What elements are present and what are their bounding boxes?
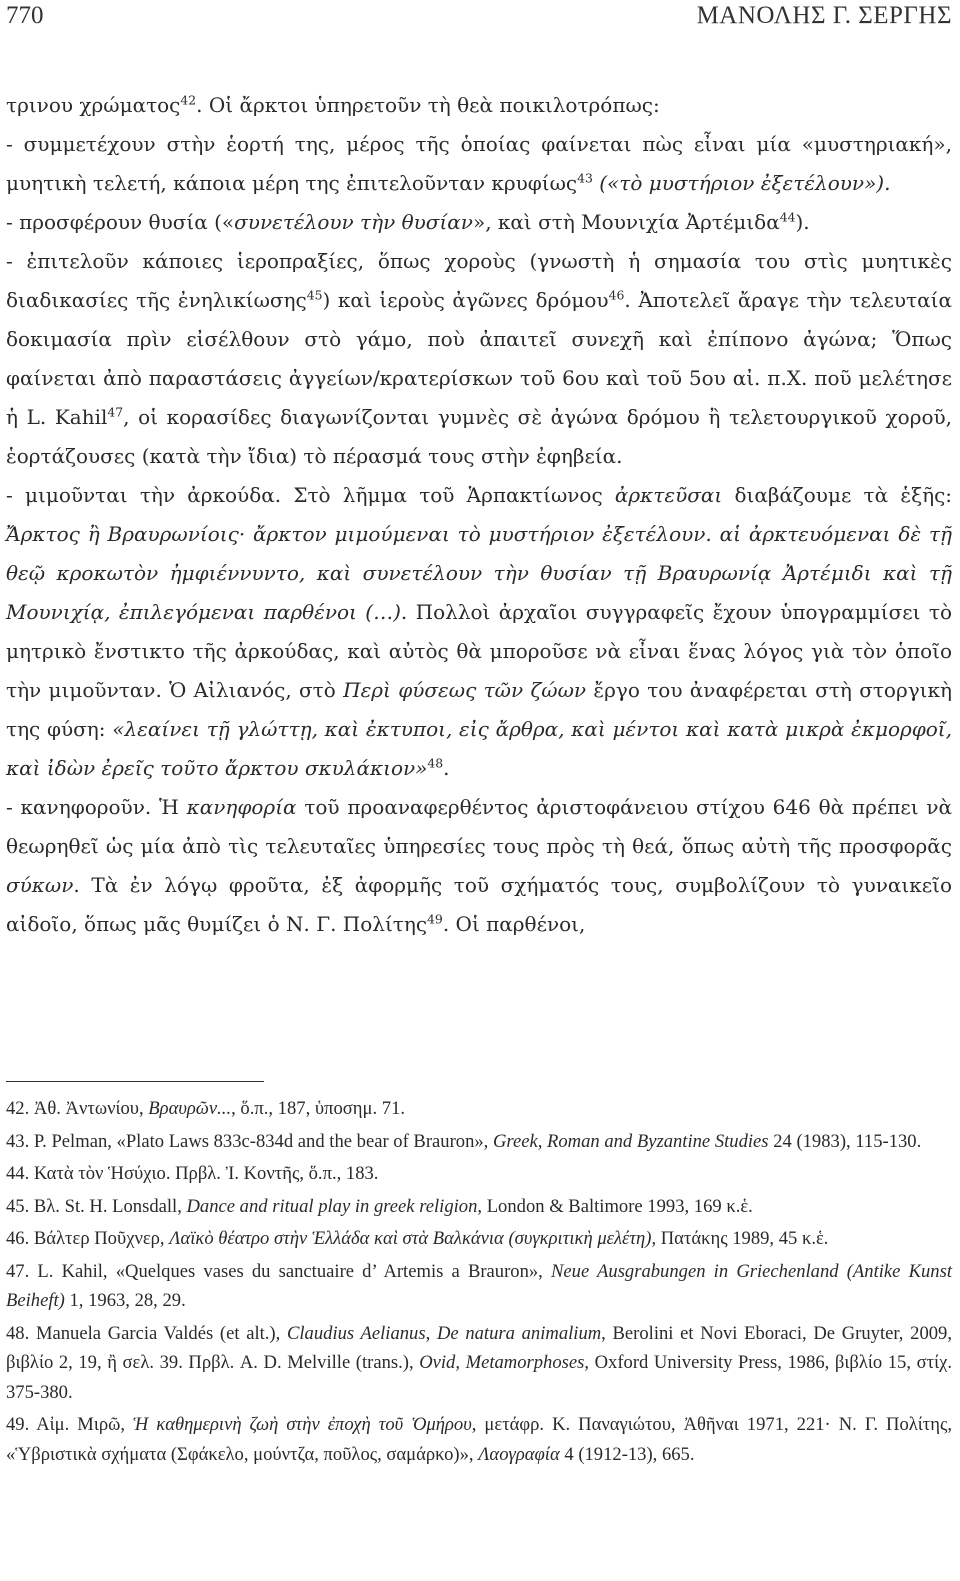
footnotes bbox=[6, 1094, 952, 1472]
text-run: . bbox=[443, 756, 450, 780]
text-run: 24 (1983), 115-130. bbox=[768, 1130, 922, 1152]
text-run: . Οἱ ἄρκτοι ὑπηρετοῦν τὴ θεὰ ποικιλοτρόπως: bbox=[196, 93, 660, 117]
italic-title: De natura animalium bbox=[436, 1322, 602, 1344]
text-run: 47. L. Kahil, «Quelques vases du sanctuaire d’ Artemis a Brauron», bbox=[6, 1260, 551, 1282]
text-run: », καὶ στὴ Μουνιχία Ἀρτέμιδα bbox=[472, 210, 780, 234]
paragraph-1 bbox=[6, 86, 952, 125]
text-run: , Πατάκης 1989, 45 κ.ἑ. bbox=[651, 1228, 829, 1249]
italic-title: Neue Ausgrabungen in Griechenland (Antike Kunst Beiheft) bbox=[6, 1260, 952, 1311]
text-run: 1, 1963, 28, 29. bbox=[64, 1290, 186, 1311]
text-run: 43. P. Pelman, «Plato Laws 833c-834d and the bear of Brauron», bbox=[6, 1130, 493, 1152]
page-header bbox=[6, 2, 952, 42]
text-run: . Ἀποτελεῖ ἄραγε τὴν τελευταία δοκιμασία πρὶν εἰσέλθουν στὸ γάμο, ποὺ ἀπαιτεῖ συνεχῆ καὶ ἐπίπονο ἀγώνα; Ὅπως φαίνεται ἀπὸ παραστάσεις ἀγγείων/κρατερίσκων τοῦ 6ου καὶ τοῦ 5ου αἰ. π.Χ. ποῦ μελέτησε ἡ L. Kahil bbox=[6, 288, 952, 429]
paragraph-5 bbox=[6, 476, 952, 788]
footnote-47 bbox=[6, 1257, 952, 1316]
text-run: τοῦ προαναφερθέντος ἀριστοφάνειου στίχου 646 θὰ πρέπει νὰ θεωρηθεῖ ὡς μία ἀπὸ τὶς τελευταῖες ὑπηρεσίες τους πρὸς τὴ θεά, ὅπως αὐτὴ τῆς προσφορᾶς bbox=[6, 795, 952, 858]
text-run: 45. Βλ. St. H. Lonsdall, bbox=[6, 1195, 187, 1217]
text-run: - μιμοῦνται τὴν ἀρκούδα. Στὸ λῆμμα τοῦ Ἁρπακτίωνος bbox=[6, 483, 615, 507]
text-run: 46. Βάλτερ Ποῦχνερ, bbox=[6, 1228, 170, 1249]
text-run: , bbox=[425, 1322, 437, 1344]
italic-title: Greek, Roman and Byzantine Studies bbox=[492, 1130, 769, 1152]
text-run: τρινου χρώματος bbox=[6, 93, 181, 117]
text-run: 48. Manuela Garcia Valdés (et alt.), bbox=[6, 1322, 287, 1344]
footnote-ref-49: 49 bbox=[427, 911, 443, 927]
text-run: . Οἱ παρθένοι, bbox=[442, 912, 586, 936]
italic-title: Λαογραφία bbox=[478, 1443, 560, 1465]
italic-title: Ovid, Metamorphoses bbox=[419, 1352, 585, 1373]
footnote-43 bbox=[6, 1127, 952, 1157]
footnote-ref-45: 45 bbox=[306, 287, 323, 303]
italic-quote: συνετέλουν τὴν θυσίαν bbox=[234, 210, 473, 234]
footnote-ref-42: 42 bbox=[180, 92, 197, 108]
text-run: ). bbox=[795, 210, 810, 234]
text-run: ἔργο του ἀναφέρεται στὴ στοργικὴ της φύση: bbox=[6, 678, 952, 741]
italic-title: Ἡ καθημερινὴ ζωὴ στὴν ἐποχὴ τοῦ Ὁμήρου bbox=[133, 1414, 472, 1435]
italic-term: σύκων bbox=[6, 873, 74, 897]
italic-quote: «λεαίνει τῇ γλώττῃ, καὶ ἐκτυποι, εἰς ἄρθρα, καὶ μέντοι καὶ κατὰ μικρὰ ἐκμορφοῖ, καὶ ἰδὼν ἐρεῖς τοῦτο ἄρκτου σκυλάκιον» bbox=[6, 717, 952, 780]
italic-title: Περὶ φύσεως τῶν ζώων bbox=[343, 678, 587, 702]
italic-title: Claudius Aelianus bbox=[286, 1322, 426, 1344]
paragraph-4 bbox=[6, 242, 952, 476]
italic-quote: («τὸ μυστήριον ἐξετέλουν»). bbox=[592, 171, 891, 195]
footnote-ref-47: 47 bbox=[107, 404, 124, 420]
footnote-48 bbox=[6, 1319, 952, 1408]
document-page bbox=[6, 0, 952, 1581]
text-run: 49. Αἰμ. Μιρῶ, bbox=[6, 1414, 134, 1435]
text-run: . Τὰ ἐν λόγῳ φροῦτα, ἐξ ἀφορμῆς τοῦ σχήματός τους, συμβολίζουν τὸ γυναικεῖο αἰδοῖο, ὅπως μᾶς θυμίζει ὁ Ν. Γ. Πολίτης bbox=[6, 873, 952, 936]
text-run: , London & Baltimore 1993, 169 κ.ἑ. bbox=[477, 1195, 753, 1217]
text-run: , Berolini et Novi Eboraci, De Gruyter, 2009, βιβλίο 2, 19, ἢ σελ. 39. Πρβλ. A. D. Melville (trans.), bbox=[6, 1322, 952, 1373]
italic-title: Βραυρῶν... bbox=[148, 1098, 232, 1119]
footnote-ref-43: 43 bbox=[577, 170, 593, 186]
footnote-divider bbox=[6, 1081, 264, 1082]
text-run: , οἱ κορασίδες διαγωνίζονται γυμνὲς σὲ ἀγώνα δρόμου ἢ τελετουργικοῦ χοροῦ, ἑορτάζουσες (κατὰ τὴν ἴδια) τὸ πέρασμά τους στὴν ἐφηβεία. bbox=[6, 405, 953, 468]
italic-term: ἀρκτεῦσαι bbox=[614, 483, 723, 507]
paragraph-2 bbox=[6, 125, 952, 203]
italic-quote: Ἄρκτος ἢ Βραυρωνίοις· ἄρκτον μιμούμεναι τὸ μυστήριον ἐξετέλουν. αἱ ἀρκτευόμεναι δὲ τῇ θεῷ κροκωτὸν ἠμφιέννυντο, καὶ συνετέλουν τὴν θυσίαν τῇ Βραυρωνίᾳ Ἀρτέμιδι καὶ τῇ Μουνιχίᾳ, ἐπιλεγόμεναι παρθένοι (…) bbox=[6, 522, 952, 624]
text-run: . Πολλοὶ ἀρχαῖοι συγγραφεῖς ἔχουν ὑπογραμμίσει τὸ μητρικὸ ἔνστικτο τῆς ἀρκούδας, καὶ αὐτὸς θὰ μποροῦσε νὰ εἶναι ἕνας λόγος γιὰ τὸν ὁποῖο τὴν μιμοῦνταν. Ὁ Αἰλιανός, στὸ bbox=[6, 600, 952, 702]
footnote-ref-44: 44 bbox=[779, 209, 796, 225]
paragraph-3 bbox=[6, 203, 952, 242]
italic-title: Dance and ritual play in greek religion bbox=[186, 1195, 478, 1217]
text-run: - συμμετέχουν στὴν ἑορτή της, μέρος τῆς ὁποίας φαίνεται πὼς εἶναι μία «μυστηριακή», μυητικὴ τελετή, κάποια μέρη της ἐπιτελοῦνταν κρυφίως bbox=[6, 132, 952, 195]
text-run: - ἐπιτελοῦν κάποιες ἱεροπραξίες, ὅπως χοροὺς (γνωστὴ ἡ σημασία του στὶς μυητικὲς διαδικασίες τῆς ἐνηλικίωσης bbox=[6, 249, 952, 312]
italic-title: Λαϊκὸ θέατρο στὴν Ἑλλάδα καὶ στὰ Βαλκάνια (συγκριτικὴ μελέτη) bbox=[169, 1228, 652, 1249]
text-run: , μετάφρ. Κ. Παναγιώτου, Ἀθῆναι 1971, 221· Ν. Γ. Πολίτης, «Ὑβριστικὰ σχήματα (Σφάκελο, μούντζα, ποῦλος, σαμάρκο)», bbox=[6, 1414, 952, 1465]
main-text bbox=[6, 86, 952, 944]
footnote-46 bbox=[6, 1224, 952, 1254]
footnote-45 bbox=[6, 1192, 952, 1222]
text-run: 4 (1912-13), 665. bbox=[559, 1443, 695, 1465]
footnote-49 bbox=[6, 1410, 952, 1469]
text-run: , ὅ.π., 187, ὑποσημ. 71. bbox=[231, 1098, 406, 1119]
italic-term: κανηφορία bbox=[186, 795, 297, 819]
text-run: 42. Ἀθ. Ἀντωνίου, bbox=[6, 1098, 149, 1119]
footnote-42 bbox=[6, 1094, 952, 1124]
text-run: διαβάζουμε τὰ ἑξῆς: bbox=[722, 483, 953, 507]
page-number: 770 bbox=[6, 2, 44, 29]
text-run: - προσφέρουν θυσία (« bbox=[6, 210, 235, 234]
footnote-ref-46: 46 bbox=[608, 287, 625, 303]
paragraph-6 bbox=[6, 788, 952, 944]
text-run: - κανηφοροῦν. Ἡ bbox=[6, 795, 187, 819]
running-head: ΜΑΝΟΛΗΣ Γ. ΣΕΡΓΗΣ bbox=[696, 2, 952, 29]
footnote-44 bbox=[6, 1159, 952, 1189]
text-run: , Oxford University Press, 1986, βιβλίο 15, στίχ. 375-380. bbox=[6, 1352, 952, 1403]
text-run: ) καὶ ἱεροὺς ἀγῶνες δρόμου bbox=[322, 288, 609, 312]
text-run: 44. Κατὰ τὸν Ἡσύχιο. Πρβλ. Ἰ. Κοντῆς, ὅ.π., 183. bbox=[6, 1163, 379, 1184]
footnote-ref-48: 48 bbox=[427, 755, 444, 771]
